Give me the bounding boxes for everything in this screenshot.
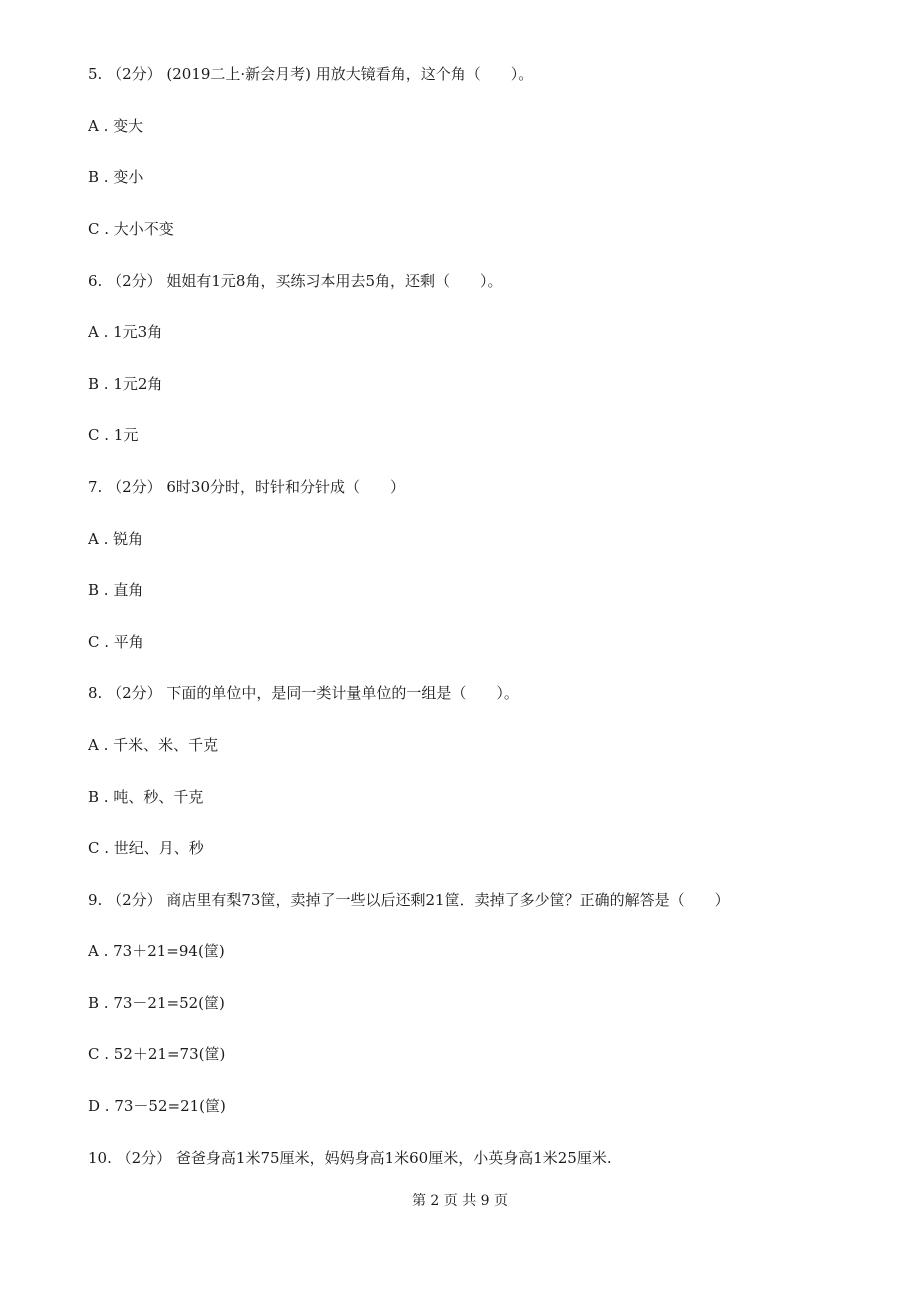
question-stem: 5. （2分） (2019二上·新会月考) 用放大镜看角，这个角（ ）。 [88, 65, 534, 83]
option-c: C . 世纪、月、秒 [88, 839, 204, 857]
option-c: C . 平角 [88, 633, 144, 651]
option-c: C . 52＋21=73(筐) [88, 1045, 226, 1063]
option-a: A . 73＋21=94(筐) [88, 942, 225, 960]
question-stem: 9. （2分） 商店里有梨73筐，卖掉了一些以后还剩21筐．卖掉了多少筐？正确的解答是（ ） [88, 891, 730, 909]
page-footer: 第 2 页 共 9 页 [411, 1193, 509, 1209]
option-a: A . 1元3角 [88, 323, 163, 341]
question-stem: 8. （2分） 下面的单位中，是同一类计量单位的一组是（ ）。 [88, 684, 519, 702]
option-b: B . 直角 [88, 581, 144, 599]
question-stem: 10. （2分） 爸爸身高1米75厘米，妈妈身高1米60厘米，小英身高1米25厘米. [88, 1149, 612, 1167]
option-c: C . 大小不变 [88, 220, 174, 238]
option-c: C . 1元 [88, 426, 139, 444]
question-stem: 7. （2分） 6时30分时，时针和分针成（ ） [88, 478, 406, 496]
option-b: B . 1元2角 [88, 375, 163, 393]
option-a: A . 锐角 [88, 530, 144, 548]
option-b: B . 变小 [88, 168, 144, 186]
option-d: D . 73－52=21(筐) [88, 1097, 226, 1115]
option-b: B . 吨、秒、千克 [88, 788, 204, 806]
option-a: A . 变大 [88, 117, 144, 135]
option-a: A . 千米、米、千克 [88, 736, 219, 754]
question-stem: 6. （2分） 姐姐有1元8角，买练习本用去5角，还剩（ ）。 [88, 272, 503, 290]
option-b: B . 73－21=52(筐) [88, 994, 225, 1012]
